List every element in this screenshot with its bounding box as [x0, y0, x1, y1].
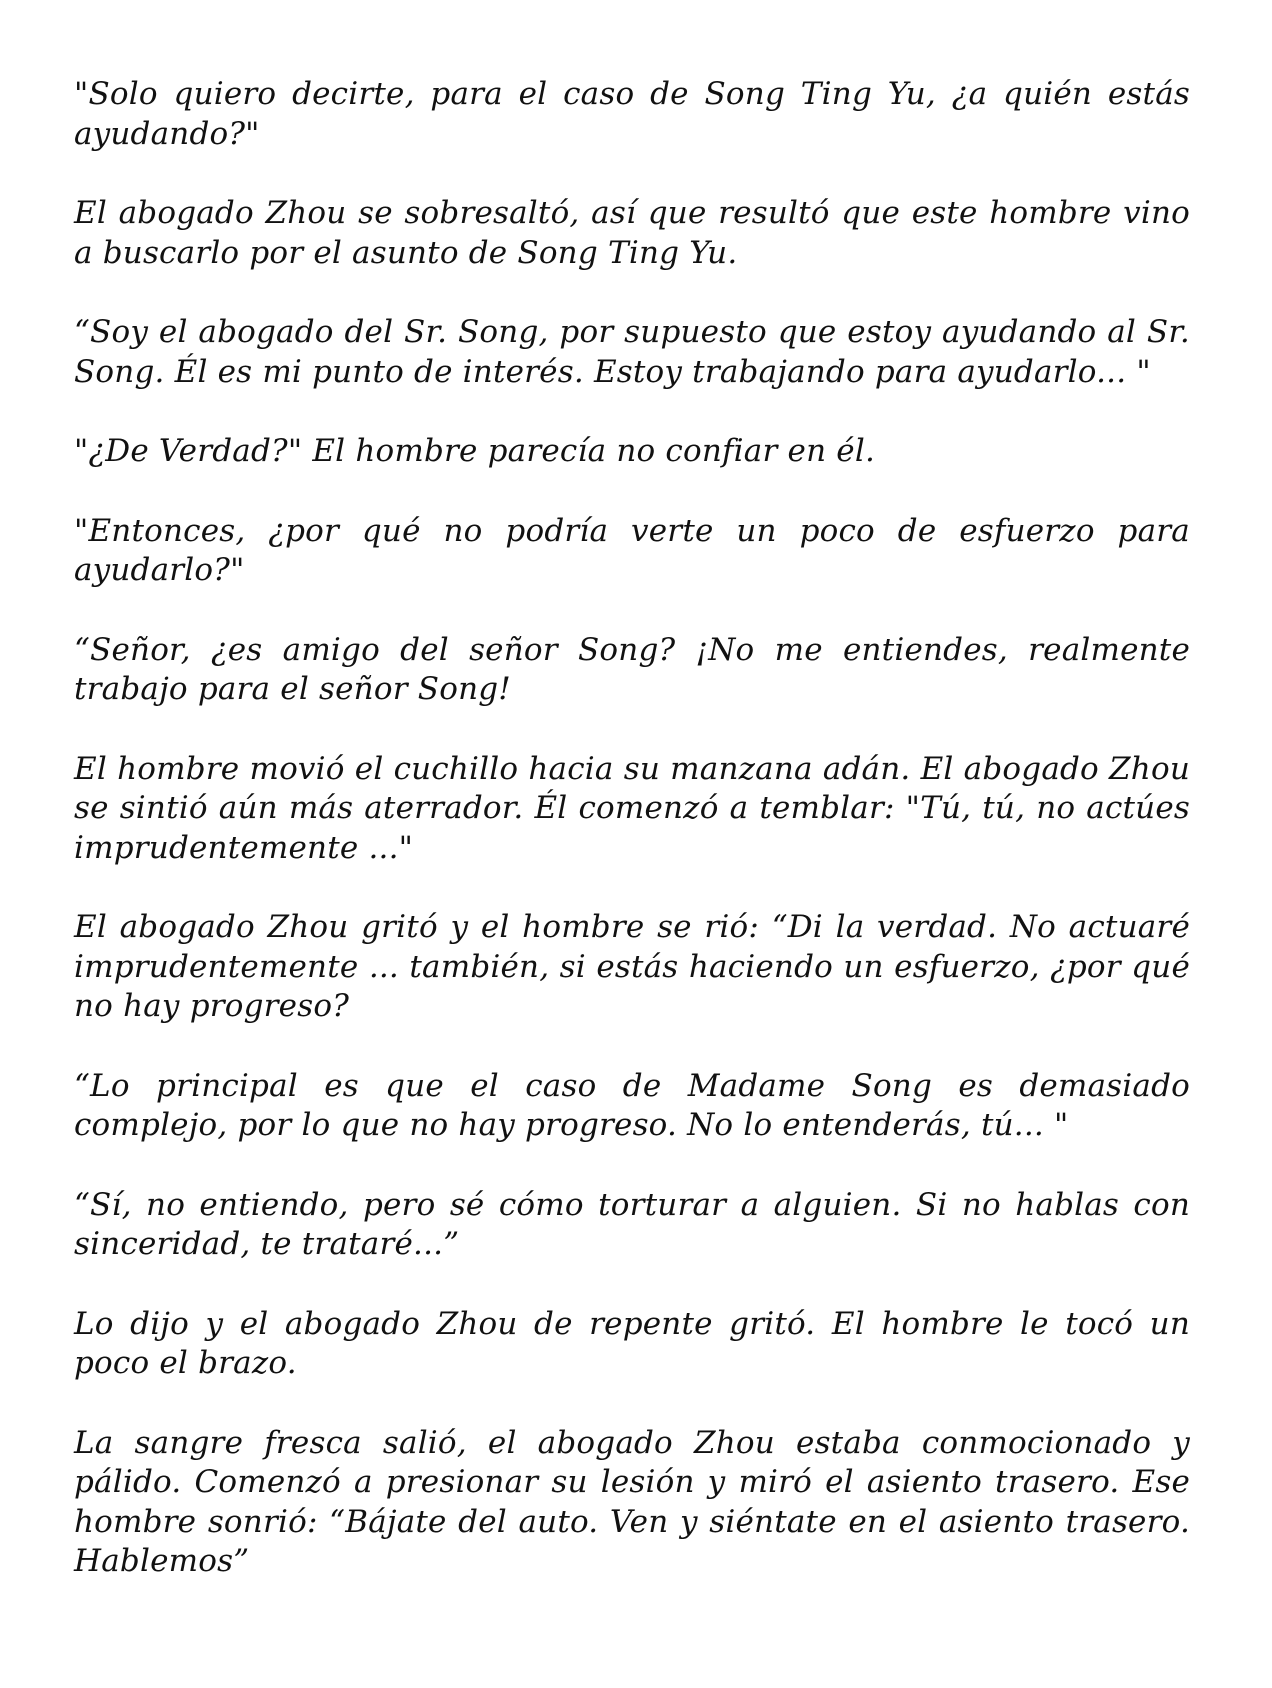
paragraph-10: “Sí, no entiendo, pero sé cómo torturar a alguien. Si no hablas con sinceridad, te trataré...” — [74, 1186, 1190, 1262]
paragraph-5: "Entonces, ¿por qué no podría verte un poco de esfuerzo para ayudarlo?" — [74, 512, 1190, 588]
paragraph-7: El hombre movió el cuchillo hacia su manzana adán. El abogado Zhou se sintió aún más aterrador. Él comenzó a temblar: "Tú, tú, no actúes imprudentemente ..." — [74, 750, 1190, 866]
paragraph-4: "¿De Verdad?" El hombre parecía no confiar en él. — [74, 433, 876, 469]
paragraph-12: La sangre fresca salió, el abogado Zhou estaba conmocionado y pálido. Comenzó a presionar su lesión y miró el asiento trasero. Ese hombre sonrió: “Bájate del auto. Ven y siéntate en el asiento trasero. Hablemos” — [74, 1424, 1190, 1579]
paragraph-8: El abogado Zhou gritó y el hombre se rió: “Di la verdad. No actuaré imprudentemente ... también, si estás haciendo un esfuerzo, ¿por qué no hay progreso? — [74, 909, 1190, 1024]
paragraph-9: “Lo principal es que el caso de Madame Song es demasiado complejo, por lo que no hay progreso. No lo entenderás, tú... " — [74, 1067, 1190, 1143]
paragraph-3: “Soy el abogado del Sr. Song, por supuesto que estoy ayudando al Sr. Song. Él es mi punto de interés. Estoy trabajando para ayudarlo... " — [74, 314, 1190, 390]
paragraph-2: El abogado Zhou se sobresaltó, así que resultó que este hombre vino a buscarlo por el asunto de Song Ting Yu. — [74, 195, 1190, 271]
paragraph-11: Lo dijo y el abogado Zhou de repente gritó. El hombre le tocó un poco el brazo. — [74, 1305, 1190, 1381]
paragraph-1: "Solo quiero decirte, para el caso de Song Ting Yu, ¿a quién estás ayudando?" — [74, 76, 1190, 152]
paragraph-6: “Señor, ¿es amigo del señor Song? ¡No me entiendes, realmente trabajo para el señor Song! — [74, 631, 1190, 707]
